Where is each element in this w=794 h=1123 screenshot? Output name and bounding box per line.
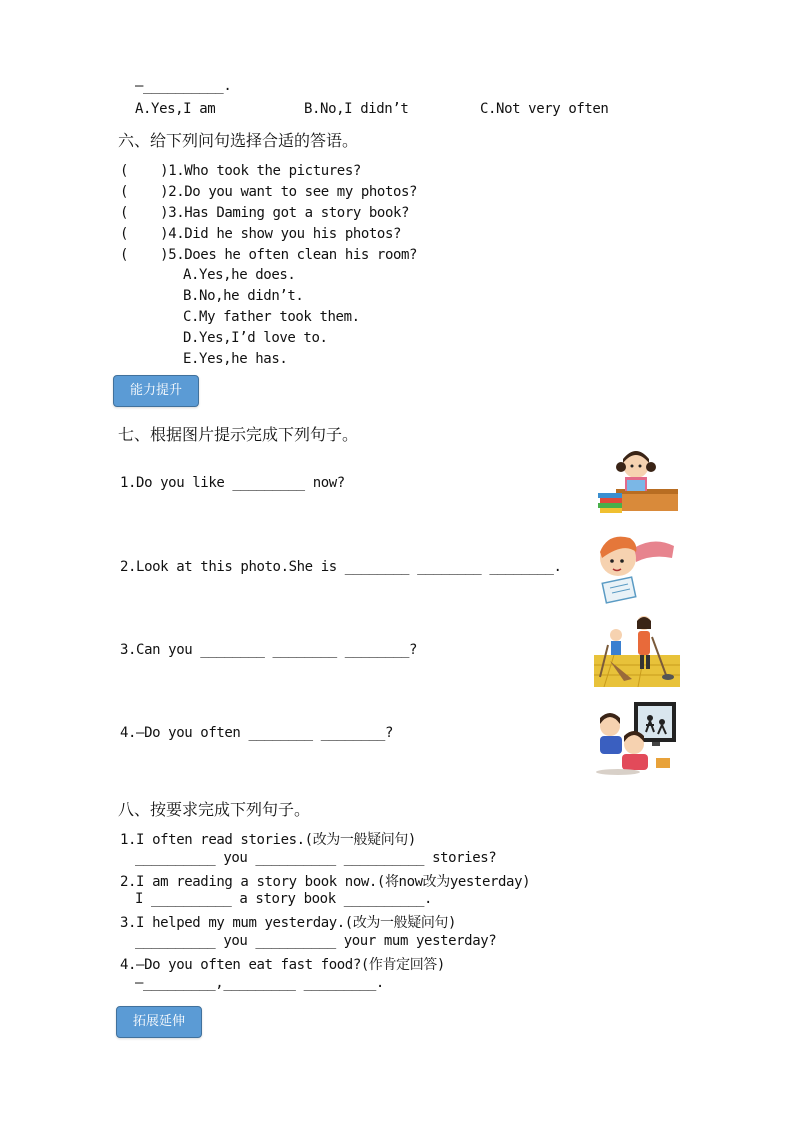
ability-improve-badge: 能力提升: [113, 375, 199, 407]
rewrite-item-4: 4.—Do you often eat fast food?(作肯定回答): [120, 957, 445, 973]
choice-c: C.My father took them.: [183, 309, 360, 325]
choice-b: B.No,he didn’t.: [183, 288, 304, 304]
answer-paren[interactable]: ( ): [120, 205, 169, 221]
choice-a: A.Yes,he does.: [183, 267, 296, 283]
question-row-3: [120, 205, 409, 221]
option-a: A.Yes,I am: [135, 101, 216, 117]
rewrite-item-2: 2.I am reading a story book now.(将now改为yesterday): [120, 874, 531, 890]
girl-reading-icon: [594, 447, 682, 519]
answer-blank-line: —__________.: [135, 78, 232, 94]
question-text: 4.Did he show you his photos?: [168, 226, 402, 242]
family-cleaning-icon: [594, 615, 680, 687]
choice-d: D.Yes,I’d love to.: [183, 330, 328, 346]
rewrite-answer-3[interactable]: __________ you __________ your mum yesterday?: [135, 933, 497, 949]
question-row-1: [120, 163, 361, 179]
rewrite-item-3: 3.I helped my mum yesterday.(改为一般疑问句): [120, 915, 457, 931]
kids-watching-tv-icon: [594, 700, 680, 776]
answer-paren[interactable]: ( ): [120, 184, 169, 200]
picture-question-2: 2.Look at this photo.She is ________ ________ ________.: [120, 559, 562, 575]
question-row-2: [120, 184, 417, 200]
rewrite-answer-4[interactable]: —_________,_________ _________.: [135, 975, 384, 991]
question-text: 3.Has Daming got a story book?: [168, 205, 410, 221]
section8-title: 八、按要求完成下列句子。: [118, 800, 311, 819]
question-row-5: [120, 247, 417, 263]
section7-title: 七、根据图片提示完成下列句子。: [118, 425, 359, 444]
section6-title: 六、给下列问句选择合适的答语。: [118, 131, 359, 150]
question-text: 5.Does he often clean his room?: [168, 247, 418, 263]
answer-paren[interactable]: ( ): [120, 247, 169, 263]
picture-question-1: 1.Do you like _________ now?: [120, 475, 345, 491]
option-c: C.Not very often: [480, 101, 609, 117]
picture-question-4: 4.—Do you often ________ ________?: [120, 725, 393, 741]
question-text: 1.Who took the pictures?: [168, 163, 361, 179]
option-b: B.No,I didn’t: [304, 101, 409, 117]
extension-badge: 拓展延伸: [116, 1006, 202, 1038]
rewrite-answer-1[interactable]: __________ you __________ __________ stories?: [135, 850, 497, 866]
girl-drawing-icon: [594, 528, 680, 604]
rewrite-item-1: 1.I often read stories.(改为一般疑问句): [120, 832, 416, 848]
choice-e: E.Yes,he has.: [183, 351, 288, 367]
answer-paren[interactable]: ( ): [120, 226, 169, 242]
picture-question-3: 3.Can you ________ ________ ________?: [120, 642, 418, 658]
answer-paren[interactable]: ( ): [120, 163, 169, 179]
question-text: 2.Do you want to see my photos?: [168, 184, 418, 200]
rewrite-answer-2[interactable]: I __________ a story book __________.: [135, 891, 433, 907]
question-row-4: [120, 226, 401, 242]
